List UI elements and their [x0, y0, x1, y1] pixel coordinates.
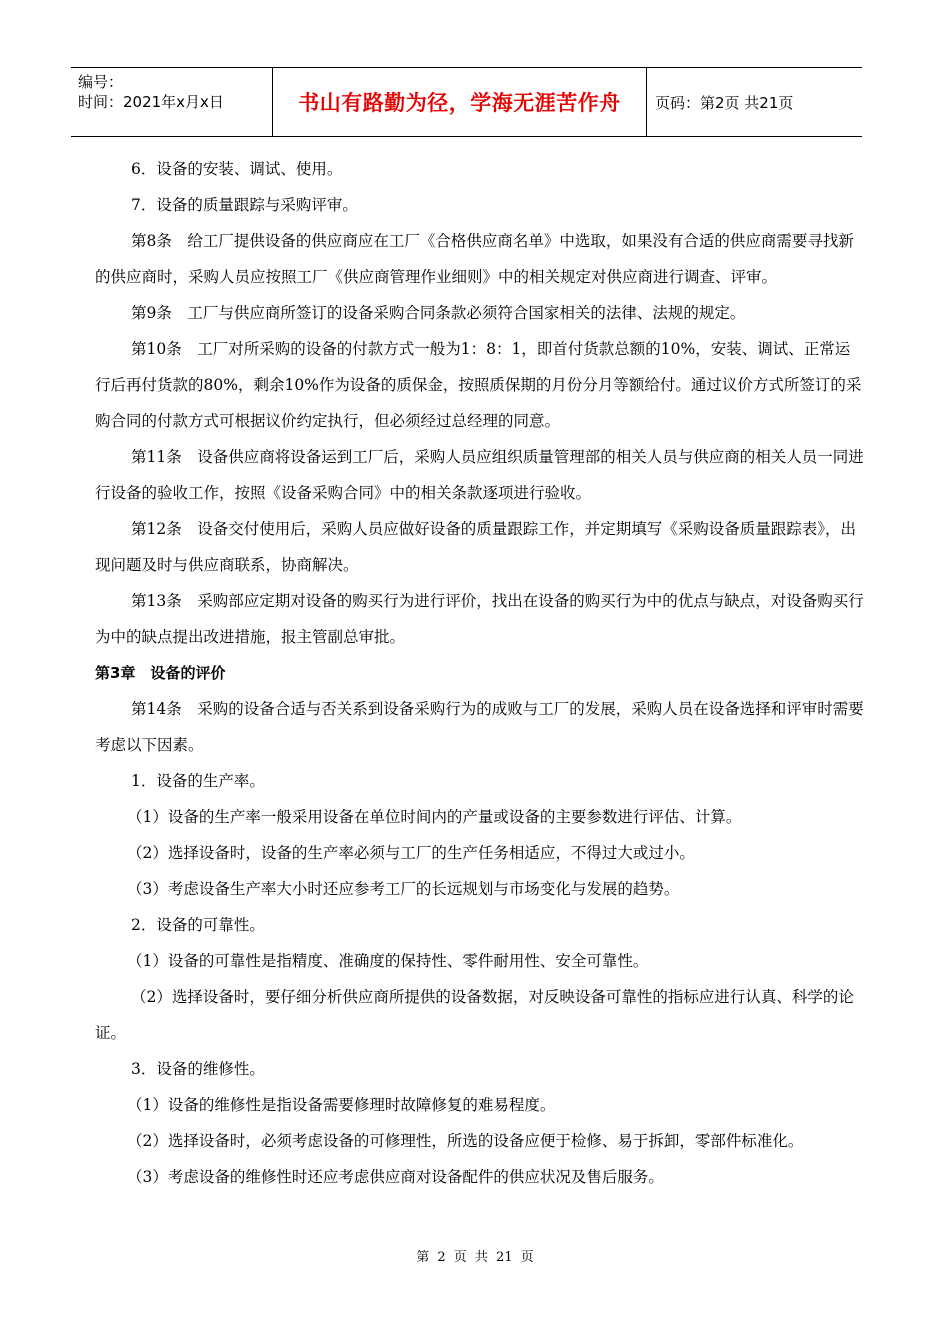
paragraph: （3）考虑设备的维修性时还应考虑供应商对设备配件的供应状况及售后服务。	[127, 1168, 664, 1186]
header-page-label: 页码：第2页 共21页	[655, 93, 794, 112]
paragraph: 2．设备的可靠性。	[131, 916, 265, 934]
paragraph: （1）设备的可靠性是指精度、准确度的保持性、零件耐用性、安全可靠性。	[127, 952, 649, 970]
paragraph: 第14条 采购的设备合适与否关系到设备采购行为的成败与工厂的发展，采购人员在设备选择和评审时需要考虑以下因素。	[95, 700, 864, 754]
paragraph: 第11条 设备供应商将设备运到工厂后，采购人员应组织质量管理部的相关人员与供应商的相关人员一同进行设备的验收工作，按照《设备采购合同》中的相关条款逐项进行验收。	[95, 448, 864, 502]
paragraph: 6．设备的安装、调试、使用。	[131, 160, 343, 178]
paragraph: 第8条 给工厂提供设备的供应商应在工厂《合格供应商名单》中选取，如果没有合适的供应商需要寻找新的供应商时，采购人员应按照工厂《供应商管理作业细则》中的相关规定对供应商进行调查、评审。	[95, 232, 854, 286]
paragraph: （2）选择设备时，必须考虑设备的可修理性，所选的设备应便于检修、易于拆卸，零部件标准化。	[127, 1132, 804, 1150]
paragraph: 7．设备的质量跟踪与采购评审。	[131, 196, 358, 214]
document-time-label: 时间：2021年x月x日	[78, 93, 224, 111]
document-number-label: 编号：	[78, 73, 124, 91]
paragraph: 3．设备的维修性。	[131, 1060, 265, 1078]
paragraph: （1）设备的生产率一般采用设备在单位时间内的产量或设备的主要参数进行评估、计算。	[127, 808, 742, 826]
paragraph: 第9条 工厂与供应商所签订的设备采购合同条款必须符合国家相关的法律、法规的规定。	[131, 304, 746, 322]
header-table	[71, 67, 862, 137]
document-body	[95, 151, 865, 1195]
page-footer: 第 2 页 共 21 页	[416, 1250, 534, 1265]
paragraph: 第13条 采购部应定期对设备的购买行为进行评价，找出在设备的购买行为中的优点与缺点，对设备购买行为中的缺点提出改进措施，报主管副总审批。	[95, 592, 864, 646]
header-motto: 书山有路勤为径，学海无涯苦作舟	[298, 91, 621, 115]
paragraph: （2）选择设备时，设备的生产率必须与工厂的生产任务相适应，不得过大或过小。	[127, 844, 695, 862]
header-page-cell	[647, 68, 862, 136]
header-info-cell	[71, 68, 273, 136]
paragraph: （3）考虑设备生产率大小时还应参考工厂的长远规划与市场变化与发展的趋势。	[127, 880, 680, 898]
paragraph: （2）选择设备时，要仔细分析供应商所提供的设备数据，对反映设备可靠性的指标应进行认真、科学的论证。	[95, 988, 854, 1042]
header-motto-cell	[273, 68, 647, 136]
paragraph: 第12条 设备交付使用后，采购人员应做好设备的质量跟踪工作，并定期填写《采购设备质量跟踪表》，出现问题及时与供应商联系，协商解决。	[95, 520, 856, 574]
paragraph: 1．设备的生产率。	[131, 772, 265, 790]
chapter-heading: 第3章 设备的评价	[95, 664, 226, 682]
paragraph: （1）设备的维修性是指设备需要修理时故障修复的难易程度。	[127, 1096, 556, 1114]
paragraph: 第10条 工厂对所采购的设备的付款方式一般为1：8：1，即首付货款总额的10%，安装、调试、正常运行后再付货款的80%，剩余10%作为设备的质保金，按照质保期的月份分月等额给付。通过议价方式所签订的采购合同的付款方式可根据议价约定执行，但必须经过总经理的同意。	[95, 340, 862, 430]
